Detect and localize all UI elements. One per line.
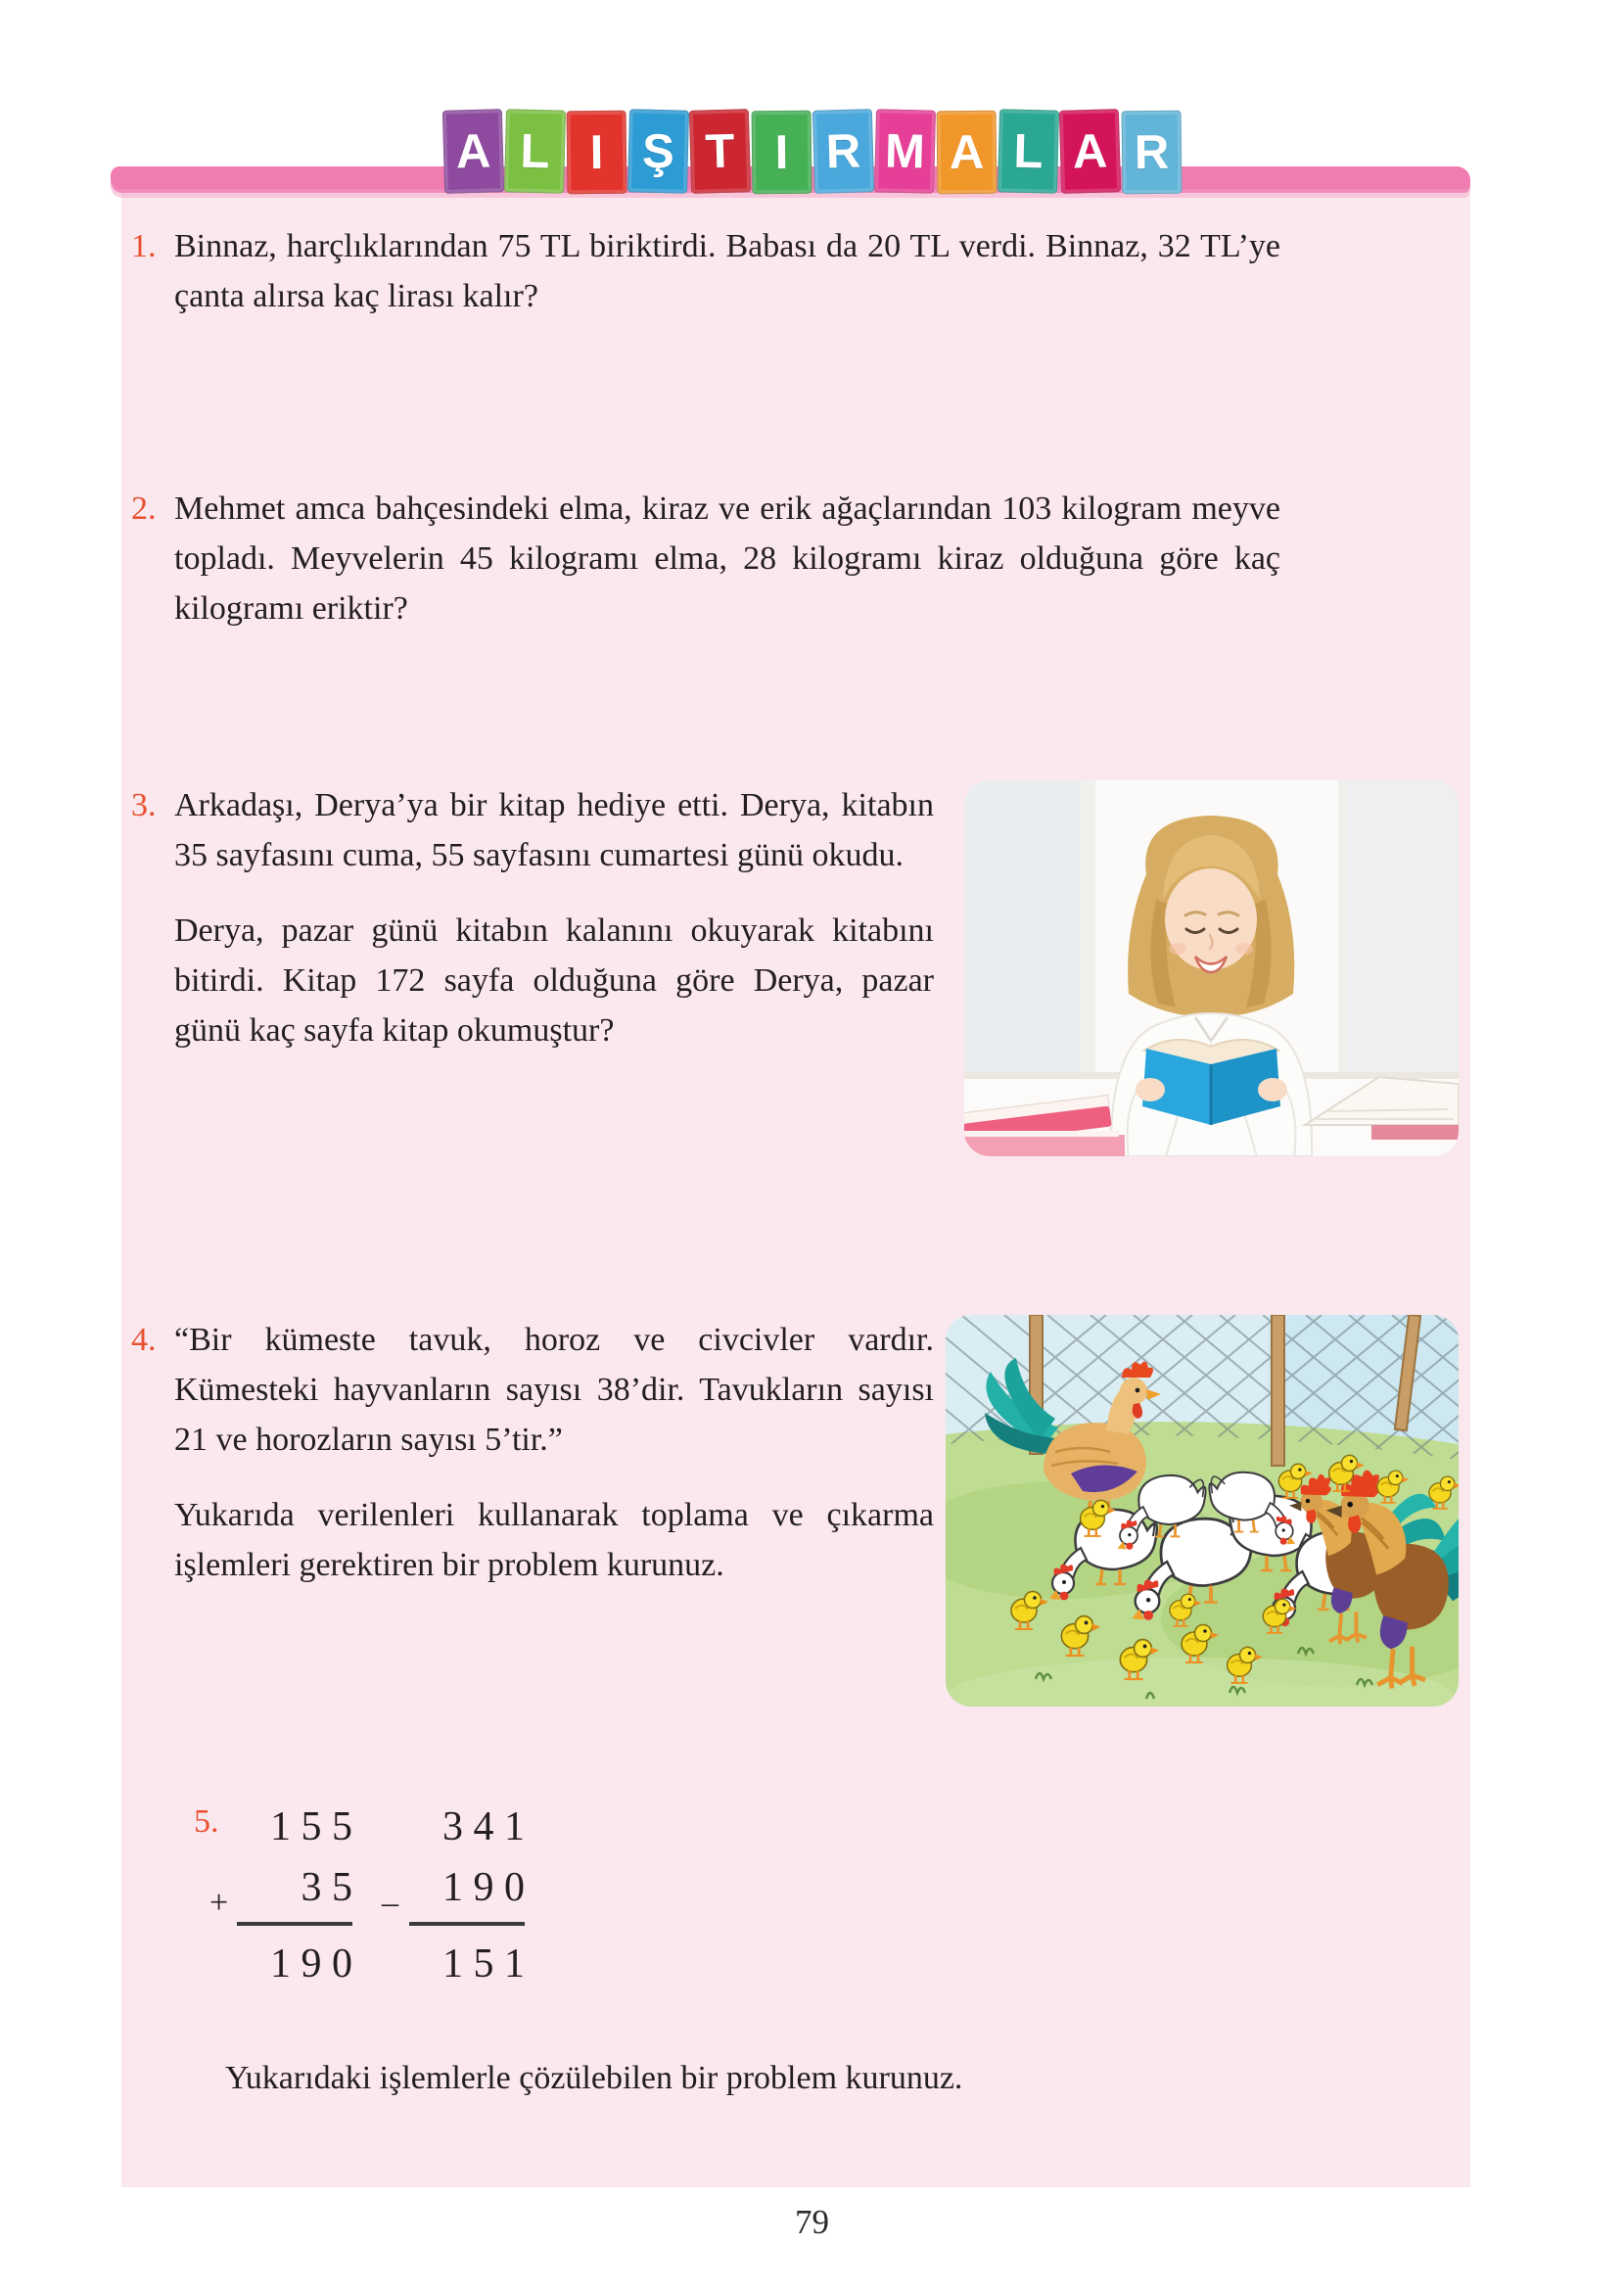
subtraction-operand-2: 1 9 0 — [442, 1865, 525, 1910]
question-4-number: 4. — [131, 1322, 157, 1358]
question-2-text — [174, 484, 1280, 633]
girl-reading-photo — [964, 780, 1459, 1156]
subtraction-problem — [382, 1797, 525, 1994]
title-letter-block — [688, 109, 750, 194]
title-letter-block — [1121, 111, 1182, 195]
title-letter: L — [519, 124, 550, 178]
question-2-number: 2. — [131, 491, 157, 527]
title-letter: I — [773, 125, 789, 179]
question-5-operations — [209, 1797, 1253, 1994]
page-header — [0, 0, 1624, 192]
question-3-number: 3. — [131, 787, 157, 823]
question-1-number: 1. — [131, 228, 157, 264]
question-4-paragraph-2: Yukarıda verilenleri kullanarak toplama ve çıkarma işlemleri gerektiren bir problem kurunuz. — [174, 1497, 934, 1583]
addition-operand-2-row — [209, 1857, 352, 1926]
title-letter: A — [949, 125, 984, 179]
subtraction-operand-1: 3 4 1 — [442, 1804, 525, 1849]
question-3 — [131, 780, 1459, 1156]
page-number: 79 — [795, 2203, 829, 2241]
question-5-instruction: Yukarıdaki işlemlerle çözülebilen bir problem kurunuz. — [225, 2060, 963, 2096]
title-letter-block — [566, 111, 626, 195]
addition-operand-2: 3 5 — [301, 1865, 352, 1910]
question-3-paragraph-2: Derya, pazar günü kitabın kalanını okuyarak kitabını bitirdi. Kitap 172 sayfa olduğuna göre Derya, pazar günü kaç sayfa kitap okumuştur? — [174, 912, 934, 1049]
question-1 — [131, 221, 1459, 321]
question-2-paragraph: Mehmet amca bahçesindeki elma, kiraz ve erik ağaçlarından 103 kilogram meyve topladı. Meyvelerin 45 kilogramı elma, 28 kilogramı kiraz olduğuna göre kaç kilogramı eriktir? — [174, 491, 1280, 627]
question-4-text — [174, 1315, 934, 1590]
title-letter-block — [751, 111, 812, 195]
minus-sign: – — [382, 1885, 398, 1921]
plus-sign: + — [209, 1885, 229, 1921]
addition-problem — [209, 1797, 352, 1994]
exercises-panel — [121, 192, 1470, 2187]
title-letter: T — [704, 124, 735, 178]
title-letter: Ş — [641, 124, 674, 178]
question-3-paragraph-1: Arkadaşı, Derya’ya bir kitap hediye etti. Derya, kitabın 35 sayfasını cuma, 55 sayfasını cumartesi günü okudu. — [174, 787, 934, 873]
title-blocks — [0, 110, 1624, 193]
question-1-text — [174, 221, 1280, 321]
question-4-paragraph-1: “Bir kümeste tavuk, horoz ve civcivler vardır. Kümesteki hayvanların sayısı 38’dir. Tavukların sayısı 21 ve horozların sayısı 5’tir.” — [174, 1322, 934, 1458]
question-4 — [131, 1315, 1459, 1707]
question-3-text — [174, 780, 934, 1055]
title-letter: A — [1071, 124, 1108, 178]
title-letter: M — [883, 124, 926, 178]
question-5 — [131, 1797, 1459, 2103]
title-letter: L — [1012, 124, 1044, 178]
title-letter-block — [503, 109, 565, 193]
title-letter-block — [626, 109, 688, 193]
title-letter-block — [997, 109, 1058, 193]
chicken-coop-illustration — [946, 1315, 1459, 1707]
subtraction-operand-2-row — [382, 1857, 525, 1926]
title-letter-block — [936, 111, 997, 195]
title-letter-block — [873, 109, 935, 193]
title-letter: I — [588, 125, 604, 179]
title-letter-block — [1058, 109, 1120, 194]
question-1-paragraph: Binnaz, harçlıklarından 75 TL biriktirdi. Babası da 20 TL verdi. Binnaz, 32 TL’ye çanta alırsa kaç lirası kalır? — [174, 228, 1280, 314]
addition-operand-1: 1 5 5 — [270, 1804, 352, 1849]
addition-result: 1 9 0 — [270, 1941, 352, 1987]
question-5-content — [209, 1797, 1253, 2103]
title-letter: R — [824, 124, 861, 178]
title-letter: A — [454, 124, 491, 178]
question-5-number: 5. — [194, 1803, 219, 1840]
question-2 — [131, 484, 1459, 633]
title-letter: R — [1134, 125, 1169, 179]
title-letter-block — [812, 109, 873, 194]
subtraction-result: 1 5 1 — [442, 1941, 525, 1987]
title-letter-block — [441, 109, 503, 194]
